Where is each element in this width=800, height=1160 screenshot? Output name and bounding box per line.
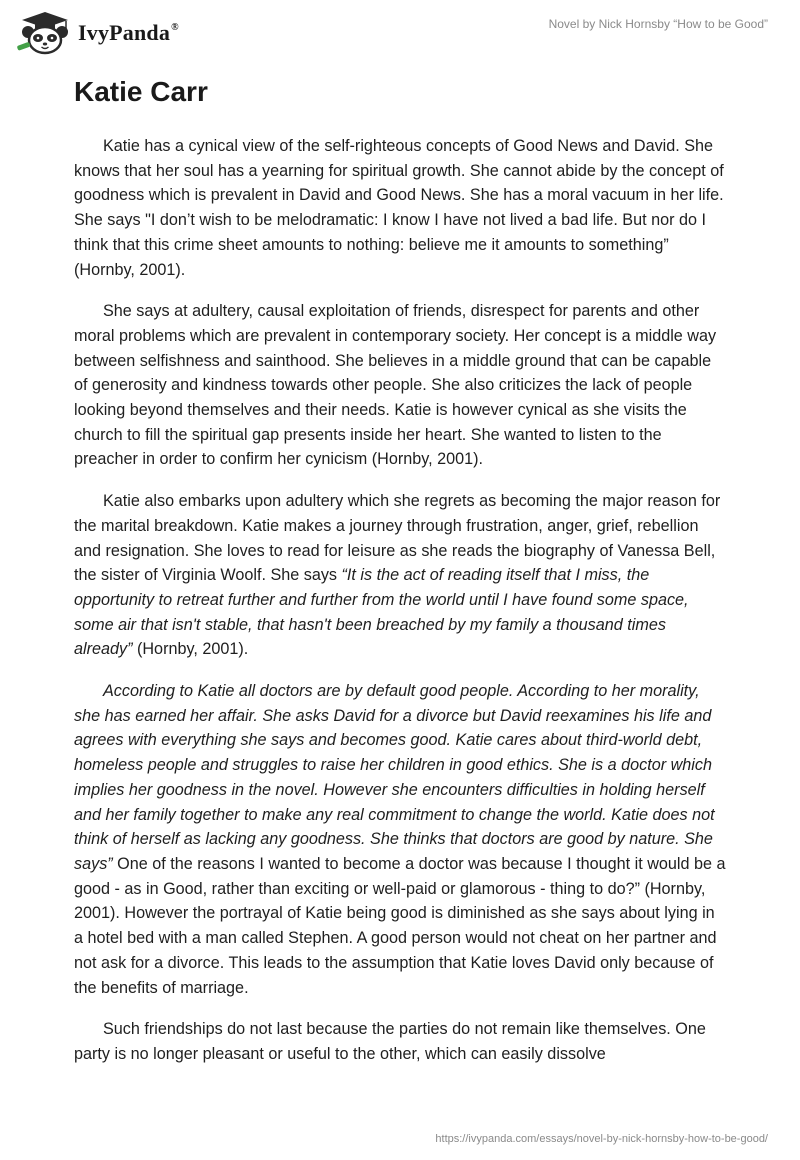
page-title: Katie Carr (74, 76, 208, 107)
paragraph-italic-text: According to Katie all doctors are by default good people. According to her morality, she has earned her affair. She asks David for a divorce but David reexamines his life and agrees with everything she says and becomes good. Katie cares about third-world debt, homeless people and struggles to raise her children in good ethics. She is a doctor which implies her goodness in the novel. However she encounters difficulties in holding herself and her family together to make any real commitment to change the world. Katie does not think of herself as lacking any goodness. She thinks that doctors are good by nature. She says” (74, 682, 715, 873)
quotation: “It is the act of reading itself that I miss, the opportunity to retreat further and further from the world until I have found some space, some air that isn't stable, that hasn't been breached by my family a thousand times already” (74, 566, 689, 659)
page-header (0, 0, 800, 70)
paragraph (74, 489, 726, 662)
paragraph: She says at adultery, causal exploitation of friends, disrespect for parents and other moral problems which are prevalent in contemporary society. Her concept is a middle way between selfishness and sainthood. She believes in a middle ground that can be capable of generosity and kindness towards other people. She also criticizes the lack of people looking beyond themselves and their needs. Katie is however cynical as she visits the church to fill the spiritual gap presents inside her heart. She wanted to listen to the preacher in order to confirm her cynicism (Hornby, 2001). (74, 302, 717, 469)
registered-mark: ® (171, 22, 179, 33)
paragraph-text: One of the reasons I wanted to become a doctor was because I thought it would be a good - as in Good, rather than exciting or well-paid or glamorous - thing to do?” (Hornby, 2001). However the portrayal of Katie being good is diminished as she says about lying in a hotel bed with a man called Stephen. A good person would not cheat on her partner and not ask for a divorce. This leads to the assumption that Katie loves David only because of the benefits of marriage. (74, 854, 726, 997)
paragraph: Such friendships do not last because the parties do not remain like themselves. One party is no longer pleasant or useful to the other, which can easily dissolve (74, 1020, 706, 1063)
paragraph-text: Katie also embarks upon adultery which she regrets as becoming the major reason for the marital breakdown. Katie makes a journey through frustration, anger, grief, rebellion and resignation. She loves to read for leisure as she reads the biography of Vanessa Bell, the sister of Virginia Woolf. She says (74, 492, 721, 585)
brand-name: IvyPanda® (78, 20, 179, 45)
paragraph (74, 679, 726, 1000)
source-url[interactable]: https://ivypanda.com/essays/novel-by-nick-hornsby-how-to-be-good/ (435, 1133, 768, 1145)
document-title: Novel by Nick Hornsby “How to be Good” (548, 17, 768, 31)
panda-graduate-icon (16, 10, 74, 56)
essay-body (74, 134, 726, 1084)
brand-logo[interactable] (16, 10, 179, 56)
citation: (Hornby, 2001). (132, 640, 249, 659)
paragraph: Katie has a cynical view of the self-righteous concepts of Good News and David. She knows that her soul has a yearning for spiritual growth. She cannot abide by the concept of goodness which is prevalent in David and Good News. She has a moral vacuum in her life. She says "I don’t wish to be melodramatic: I know I have not lived a bad life. But nor do I think that this crime sheet amounts to nothing: believe me it amounts to something” (Hornby, 2001). (74, 137, 724, 279)
